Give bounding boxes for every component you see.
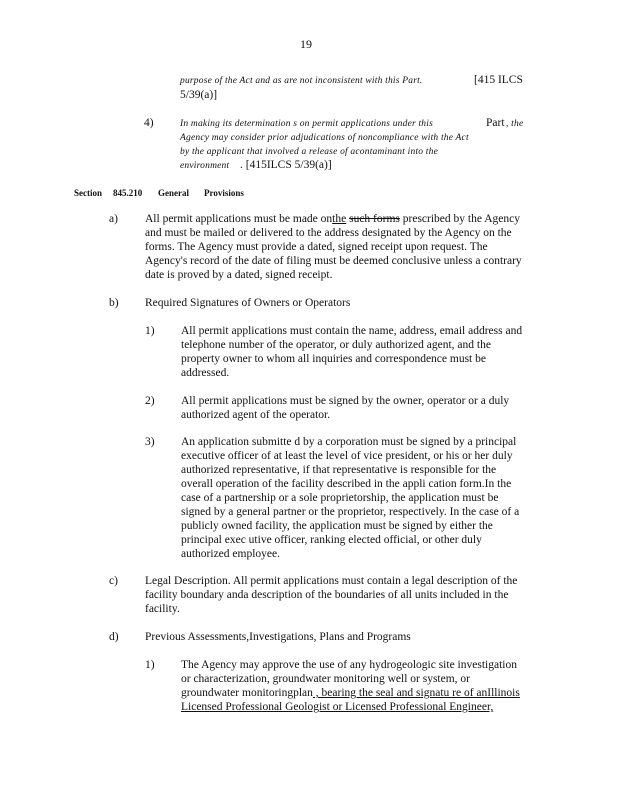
- intro-citation: [415 ILCS: [474, 74, 523, 86]
- paragraph-line: telephone number of the operator, or duly authorized agent, and the: [181, 339, 491, 351]
- item-label: 2): [145, 395, 155, 407]
- paragraph-line: authorized representative, if that representative is responsible for the: [181, 464, 497, 476]
- inserted-text: Licensed Professional Geologist or Licensed Professional Engineer,: [181, 701, 494, 713]
- paragraph-line: [145, 212, 520, 226]
- paragraph-line: facility boundary anda description of the boundaries of all units included in the: [145, 589, 509, 601]
- section-label: Section: [74, 188, 102, 198]
- paragraph-line: All permit applications must contain the name, address, email address and: [181, 325, 523, 337]
- paragraph-line: addressed.: [181, 367, 230, 379]
- paragraph-line: or characterization, groundwater monitoring well or system, or: [181, 673, 471, 685]
- paragraph-line: All permit applications must be signed by the owner, operator or a duly: [181, 395, 510, 407]
- inserted-text: , bearing the seal and signatu re of anIllinois: [312, 687, 520, 699]
- paragraph-line: principal exec utive officer, ranking elected official, or other duly: [181, 534, 482, 546]
- paragraph-line: facility.: [145, 603, 180, 615]
- paragraph-line: property owner to whom all inquiries and correspondence must be: [181, 353, 486, 365]
- paragraph-line: signed by a general partner or the proprietor, respectively. In the case of a: [181, 506, 520, 518]
- subsection-label: b): [109, 297, 119, 309]
- paragraph-line: Legal Description. All permit applications must contain a legal description of the: [145, 575, 518, 587]
- subsection-heading: Required Signatures of Owners or Operators: [145, 297, 351, 309]
- item-line: In making its determination s on permit applications under this: [180, 119, 433, 129]
- paragraph-line: authorized agent of the operator.: [181, 409, 331, 421]
- paragraph-line: [181, 686, 520, 700]
- item-label: 3): [145, 436, 155, 448]
- part-word: Part: [486, 117, 505, 129]
- text: groundwater monitoringplan: [181, 687, 313, 699]
- section-title: General: [158, 188, 189, 198]
- intro-line: 5/39(a)]: [180, 89, 218, 101]
- inserted-text: the: [332, 213, 347, 225]
- paragraph-line: authorized employee.: [181, 548, 280, 560]
- paragraph-line: The Agency may approve the use of any hydrogeologic site investigation: [181, 659, 517, 671]
- item-line: environment: [180, 161, 230, 171]
- item-label: 1): [145, 325, 155, 337]
- subsection-heading: Previous Assessments,Investigations, Plans and Programs: [145, 631, 411, 643]
- item-label: 4): [144, 117, 154, 129]
- subsection-label: a): [109, 213, 118, 225]
- section-title: Provisions: [204, 188, 244, 198]
- item-line: by the applicant that involved a release of acontaminant into the: [180, 147, 439, 157]
- item-label: 1): [145, 659, 155, 671]
- text: All permit applications must be made on: [145, 213, 333, 225]
- paragraph-line: Agency's record of the date of filing must be deemed conclusive unless a contrary: [145, 255, 522, 267]
- paragraph-line: case of a partnership or a sole proprietorship, the application must be: [181, 492, 499, 504]
- intro-line: purpose of the Act and as are not inconsistent with this Part.: [180, 76, 423, 86]
- paragraph-line: executive officer of at least the level of vice president, or his or her duly: [181, 450, 513, 462]
- page-number: 19: [300, 37, 312, 51]
- subsection-label: c): [109, 575, 118, 587]
- paragraph-line: date is proved by a dated, signed receipt.: [145, 269, 333, 281]
- part-tail: , the: [506, 119, 524, 129]
- paragraph-line: An application submitte d by a corporation must be signed by a principal: [181, 436, 517, 448]
- paragraph-line: overall operation of the facility described in the appli cation form.In the: [181, 478, 512, 490]
- paragraph-line: forms. The Agency must provide a dated, signed receipt upon request. The: [145, 241, 488, 253]
- text: prescribed by the Agency: [399, 213, 520, 225]
- deleted-text: such forms: [349, 213, 400, 225]
- item-citation: . [415ILCS 5/39(a)]: [240, 159, 332, 171]
- subsection-label: d): [109, 631, 119, 643]
- paragraph-line: publicly owned facility, the application must be signed by either the: [181, 520, 493, 532]
- item-line: Agency may consider prior adjudications of noncompliance with the Act: [180, 133, 469, 143]
- section-number: 845.210: [113, 188, 143, 198]
- paragraph-line: and must be mailed or delivered to the address designated by the Agency on the: [145, 227, 512, 239]
